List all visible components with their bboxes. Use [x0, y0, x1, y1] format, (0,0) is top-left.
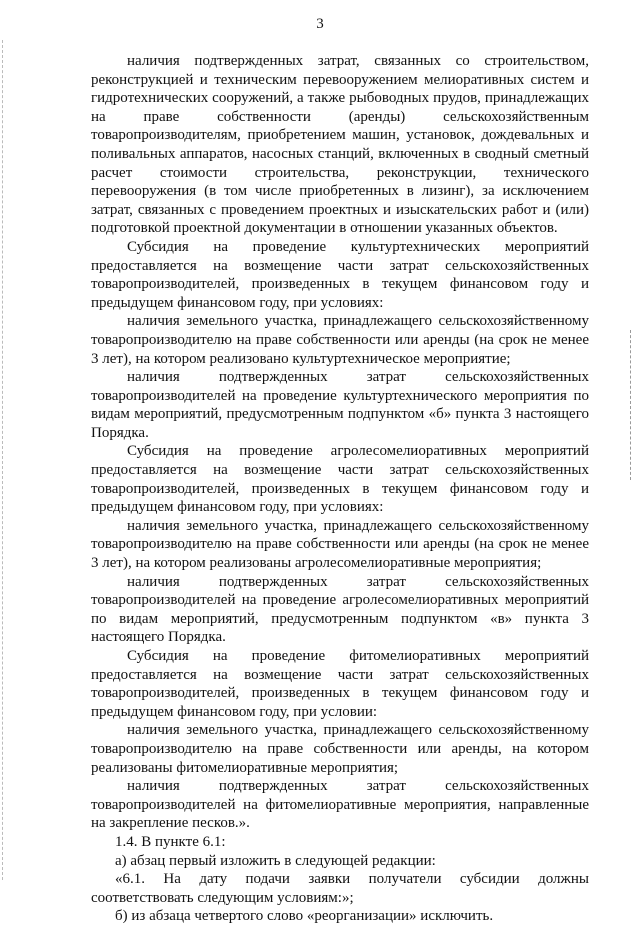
paragraph: наличия земельного участка, принадлежащего сельскохозяйственному товаропроизводителю на праве собственности или аренды (на срок не менее 3 лет), на котором реализованы агролесомелиоративные мероприятия; [91, 517, 589, 572]
paragraph: Субсидия на проведение культуртехнических мероприятий предоставляется на возмещение части затрат сельскохозяйственных товаропроизводителей, произведенных в текущем финансовом году и предыдущем финансовом году, при условиях: [91, 238, 589, 311]
paragraph: наличия подтвержденных затрат сельскохозяйственных товаропроизводителей на проведение агролесомелиоративных мероприятий по видам мероприятий, предусмотренным подпунктом «в» пункта 3 настоящего Порядка. [91, 573, 589, 646]
paragraph: 1.4. В пункте 6.1: [115, 833, 226, 850]
paragraph: наличия земельного участка, принадлежащего сельскохозяйственному товаропроизводителю на праве собственности или аренды, на котором реализованы фитомелиоративные мероприятия; [91, 722, 589, 776]
paragraph: а) абзац первый изложить в следующей редакции: [115, 852, 436, 869]
paragraph: наличия земельного участка, принадлежащего сельскохозяйственному товаропроизводителю на праве собственности или аренды (на срок не менее 3 лет), на котором реализовано культуртехническое мероприятие; [91, 313, 589, 367]
paragraph: Субсидия на проведение агролесомелиоративных мероприятий предоставляется на возмещение части затрат сельскохозяйственных товаропроизводителей, произведенных в текущем финансовом году и предыдущем финансовом году, при условиях: [91, 443, 589, 516]
scan-left-edge [2, 40, 4, 880]
paragraph: наличия подтвержденных затрат, связанных со строительством, реконструкцией и техническим перевооружением мелиоративных систем и гидротехнических сооружений, а также рыбоводных прудов, принадлежащих на праве собственности (аренды) сельскохозяйственным товаропроизводителям, приобретением машин, установок, дождевальных и поливальных аппаратов, насосных станций, включенных в сводный сметный расчет стоимости строительства, реконструкции, технического перевооружения (в том числе приобретенных в лизинг), за исключением затрат, связанных с проведением проектных и изыскательских работ и (или) подготовкой проектной документации в отношении указанных объектов. [91, 53, 589, 237]
paragraph: б) из абзаца четвертого слово «реорганизации» исключить. [115, 908, 494, 925]
scan-right-edge-mark [630, 330, 632, 480]
paragraph: наличия подтвержденных затрат сельскохозяйственных товаропроизводителей на проведение культуртехнического мероприятия по видам мероприятий, предусмотренным подпунктом «б» пункта 3 настоящего Порядка. [91, 369, 589, 441]
page-number: 3 [316, 16, 324, 32]
paragraph: «6.1. На дату подачи заявки получатели субсидии должны соответствовать следующим условиям:»; [91, 871, 589, 906]
paragraph: Субсидия на проведение фитомелиоративных мероприятий предоставляется на возмещение части затрат сельскохозяйственных товаропроизводителей, произведенных в текущем финансовом году и предыдущем финансовом году, при условии: [91, 648, 589, 720]
document-body [91, 52, 589, 926]
paragraph: наличия подтвержденных затрат сельскохозяйственных товаропроизводителей на фитомелиоративные мероприятия, направленные на закрепление песков.». [91, 778, 589, 832]
